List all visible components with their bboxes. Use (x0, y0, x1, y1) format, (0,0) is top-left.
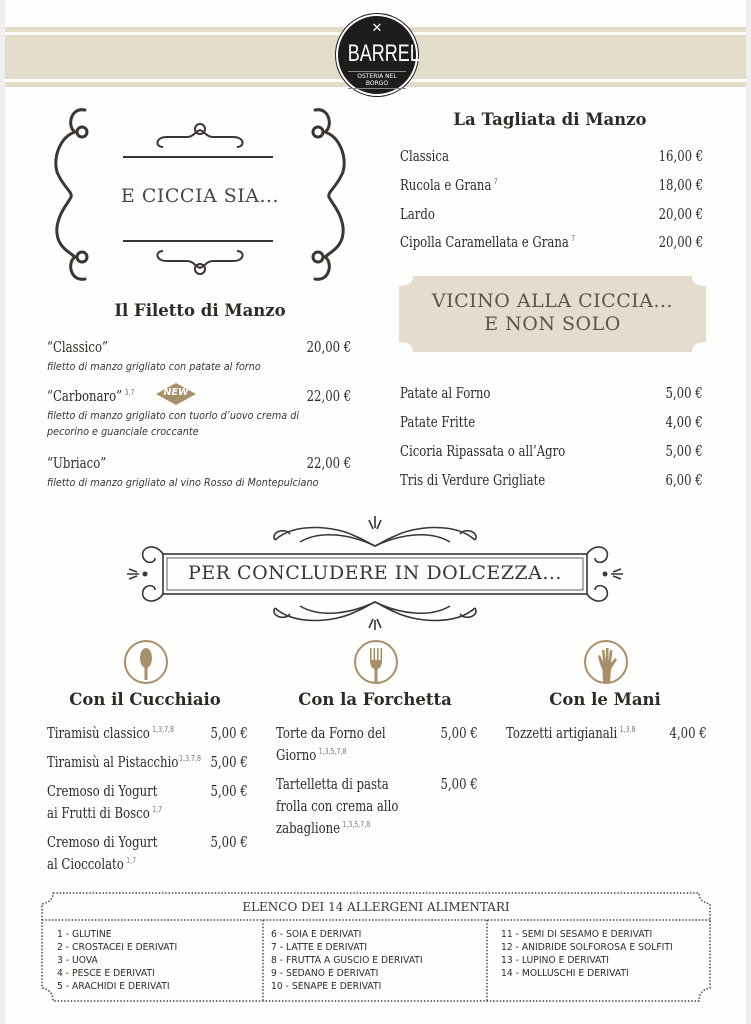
item-price: 22,00 € (306, 454, 351, 472)
mani-title: Con le Mani (549, 690, 661, 709)
allergen-codes: 1,7 (152, 805, 163, 814)
item-name: “Classico” (47, 338, 108, 356)
item-name: Tartelletta di pasta (276, 775, 389, 793)
item-desc-line2: pecorino e guanciale croccante (47, 426, 199, 438)
item-name-text: al Cioccolato (47, 855, 124, 873)
item-price: 5,00 € (665, 384, 703, 402)
item-price: 5,00 € (210, 724, 248, 742)
allergen-item: 5 - ARACHIDI E DERIVATI (57, 981, 170, 992)
allergen-codes: 7 (493, 177, 498, 186)
item-name-text: ai Frutti di Bosco (47, 804, 150, 822)
item-name-text: Rucola e Grana (400, 176, 492, 194)
item-name-text: Tozzetti artigianali (506, 724, 618, 742)
item-name-text: Cipolla Caramellata e Grana (400, 233, 569, 251)
allergen-item: 2 - CROSTACEI E DERIVATI (57, 942, 178, 953)
item-price: 20,00 € (658, 205, 703, 223)
item-desc: filetto di manzo grigliato al vino Rosso di Montepulciano (47, 477, 319, 489)
contorni-title-line1: VICINO ALLA CICCIA... (431, 290, 674, 312)
item-price: 5,00 € (440, 724, 478, 742)
ornament-title: E CICCIA SIA... (120, 185, 280, 207)
logo-name: BARREL (347, 40, 420, 67)
item-name-line2 (276, 746, 346, 764)
item-price: 20,00 € (658, 233, 703, 251)
dolci-banner-title: PER CONCLUDERE IN DOLCEZZA... (188, 562, 562, 584)
item-name: Patate al Forno (400, 384, 491, 402)
item-price: 5,00 € (210, 782, 248, 800)
item-name: “Ubriaco” (47, 454, 107, 472)
item-price: 16,00 € (658, 147, 703, 165)
allergen-item: 10 - SENAPE E DERIVATI (271, 981, 382, 992)
new-badge (156, 383, 196, 405)
item-name: Torte da Forno del (276, 724, 386, 742)
allergen-codes: 7 (571, 234, 576, 243)
new-badge-label: NEW (163, 387, 189, 398)
cucchiaio-title: Con il Cucchiaio (69, 690, 221, 709)
item-price: 5,00 € (440, 775, 478, 793)
item-name-line2: frolla con crema allo (276, 797, 399, 815)
item-price: 22,00 € (306, 387, 351, 405)
item-name: Patate Fritte (400, 413, 476, 431)
item-name (47, 724, 174, 742)
allergen-item: 14 - MOLLUSCHI E DERIVATI (501, 968, 629, 979)
allergen-item: 1 - GLUTINE (57, 929, 112, 940)
allergen-codes: 1,3,7,8 (179, 754, 201, 763)
allergen-item: 7 - LATTE E DERIVATI (271, 942, 368, 953)
allergen-item: 12 - ANIDRIDE SOLFOROSA E SOLFITI (501, 942, 673, 953)
item-name: Cicoria Ripassata o all’Agro (400, 442, 566, 460)
item-desc: filetto di manzo grigliato con patate al forno (47, 361, 261, 373)
allergen-item: 8 - FRUTTA A GUSCIO E DERIVATI (271, 955, 423, 966)
crossed-cutlery-icon: ✕ (371, 21, 383, 36)
item-price: 5,00 € (210, 753, 248, 771)
tagliata-title: La Tagliata di Manzo (453, 110, 647, 129)
item-name (47, 753, 201, 771)
item-name (400, 176, 498, 194)
item-desc: filetto di manzo grigliato con tuorlo d’uovo crema di (47, 410, 300, 422)
item-name: Classica (400, 147, 449, 165)
allergen-list-title: ELENCO DEI 14 ALLERGENI ALIMENTARI (242, 900, 510, 914)
item-price: 5,00 € (665, 442, 703, 460)
allergen-item: 6 - SOIA E DERIVATI (271, 929, 362, 940)
item-name-line3 (276, 819, 370, 837)
contorni-title-line2: E NON SOLO (484, 313, 621, 335)
allergen-codes: 1,3,5,7,8 (342, 820, 371, 829)
allergen-item: 9 - SEDANO E DERIVATI (271, 968, 379, 979)
hand-icon (584, 640, 628, 684)
forchetta-title: Con la Forchetta (298, 690, 452, 709)
allergen-codes: 3,7 (124, 388, 135, 397)
item-price: 4,00 € (665, 413, 703, 431)
item-price: 20,00 € (306, 338, 351, 356)
item-name-text: Tiramisù classico (47, 724, 150, 742)
item-name-text: zabaglione (276, 819, 341, 837)
barrel-logo (336, 14, 418, 96)
allergen-item: 3 - UOVA (57, 955, 98, 966)
item-price: 6,00 € (665, 471, 703, 489)
item-name-line2 (47, 855, 136, 873)
allergen-codes: 1,7 (126, 856, 137, 865)
fork-icon (354, 640, 398, 684)
allergen-item: 11 - SEMI DI SESAMO E DERIVATI (501, 929, 653, 940)
item-name (400, 233, 575, 251)
allergen-codes: 1,3,7,8 (152, 725, 175, 734)
item-price: 18,00 € (658, 176, 703, 194)
item-price: 5,00 € (210, 833, 248, 851)
allergen-item: 13 - LUPINO E DERIVATI (501, 955, 609, 966)
item-name: Cremoso di Yogurt (47, 782, 158, 800)
spoon-icon (124, 640, 168, 684)
item-name: Tris di Verdure Grigliate (400, 471, 546, 489)
filetto-title: Il Filetto di Manzo (114, 301, 286, 320)
item-name-text: Giorno (276, 746, 317, 764)
item-name-text: Tiramisù al Pistacchio (47, 753, 179, 771)
allergen-codes: 1,3,5,7,8 (318, 747, 347, 756)
logo-subtitle: OSTERIA NEL BORGO (348, 71, 406, 89)
item-name: Cremoso di Yogurt (47, 833, 158, 851)
allergen-list-box (41, 892, 711, 1002)
item-price: 4,00 € (669, 724, 707, 742)
item-name: Lardo (400, 205, 435, 223)
item-name (47, 387, 134, 405)
contorni-banner (399, 276, 706, 352)
allergen-item: 4 - PESCE E DERIVATI (57, 968, 155, 979)
allergen-codes: 1,3,8 (619, 725, 636, 734)
item-name-text: “Carbonaro” (47, 387, 123, 405)
item-name (506, 724, 635, 742)
item-name-line2 (47, 804, 162, 822)
